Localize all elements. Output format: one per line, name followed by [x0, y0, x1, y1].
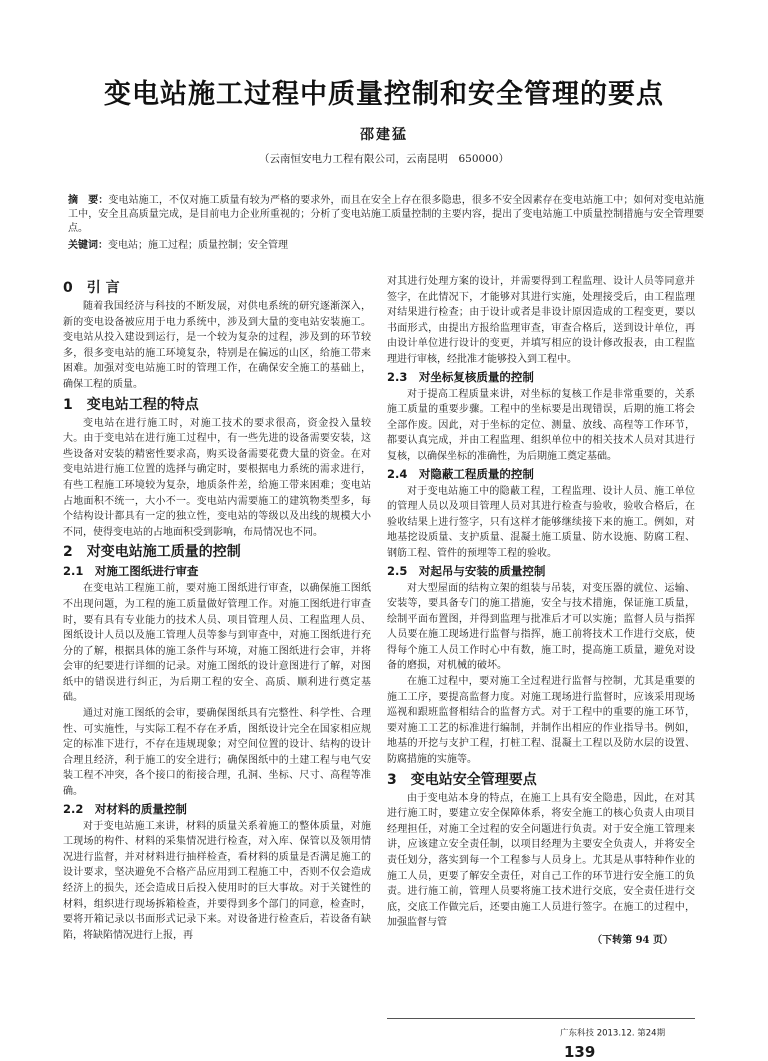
subsection-heading-2-1: 2.1 对施工图纸进行审查	[63, 564, 199, 579]
paragraph: 对于变电站施工中的隐蔽工程，工程监理、设计人员、施工单位的管理人员以及项目管理人员对其进行检查与验收，验收合格后，在验收结果上进行签字，只有这样才能够继续接下来的施工。例如，对地基挖设质量、支护质量、混凝土施工质量、防水设施、防腐工程、钢筋工程、管件的预埋等工程的验收。	[387, 485, 695, 559]
paragraph: 随着我国经济与科技的不断发展，对供电系统的研究逐渐深入，新的变电设备被应用于电力系统中，涉及到大量的变电站安装施工。变电站从投入建设到运行，是一个较为复杂的过程，涉及到的环节较多，很多变电站的施工环境复杂，特别是在偏远的山区，给施工带来困难。加强对变电站施工时的管理工作，在确保安全施工的基础上，确保工程的质量。	[63, 301, 371, 390]
paragraph: 对于提高工程质量来讲，对坐标的复核工作是非常重要的，关系施工质量的重要步骤。工程中的坐标要是出现错误，后期的施工将会全部作废。因此，对于坐标的定位、测量、放线、高程等工作环节，都要认真完成，并由工程监理、组织单位中的相关技术人员对其进行复核，以确保坐标的准确性，为后期施工奠定基础。	[387, 388, 695, 462]
paragraph: 通过对施工图纸的会审，要确保图纸具有完整性、科学性、合理性、可实施性，与实际工程不存在矛盾，图纸设计完全在国家相应规定的标准下进行，不存在违规现象；对空间位置的设计、结构的设计合理且经济，利于施工的安全进行；确保图纸中的土建工程与电气安装工程不冲突，各个接口的衔接合理，孔洞、坐标、尺寸、高程等准确。	[63, 708, 371, 798]
page-number: 139	[564, 1042, 596, 1061]
journal-info: 广东科技 2013.12. 第24期	[560, 1028, 666, 1039]
left-column	[63, 276, 371, 943]
paragraph: 在变电站工程施工前，要对施工图纸进行审查，以确保施工图纸不出现问题，为工程的施工质量做好管理工作。对施工图纸进行审查时，要有具有专业能力的技术人员、项目管理人员、工程监理人员、图纸设计人员以及施工管理人员等参与到审查中，对施工图纸进行充分的了解，根据具体的施工条件与环境，对施工图纸进行会审，并将会审的纪要进行详细的记录。对施工图纸的设计意图进行了解，对图纸中的错误进行纠正，为后期工程的安全、高质、顺利进行奠定基础。	[63, 583, 371, 704]
section-heading-3: 3 变电站安全管理要点	[387, 771, 537, 788]
paragraph: 在施工过程中，要对施工全过程进行监督与控制，尤其是重要的施工工序，要提高监督力度。对施工现场进行监督时，应该采用现场巡视和跟班监督相结合的监督方式。对于工程中的重要的施工环节，要对施工工艺的标准进行编制，并制作出相应的作业指导书。例如，地基的开挖与支护工程，打桩工程、混凝土工程以及防水层的设置、防腐措施的实施等。	[387, 676, 695, 766]
paragraph: 对于变电站施工来讲，材料的质量关系着施工的整体质量，对施工现场的构件、材料的采集情况进行检查，对入库、保管以及领用情况进行监督，并对材料进行抽样检查，看材料的质量是否满足施工的设计要求，坚决避免不合格产品应用到工程施工中，否则不仅会造成经济上的损失，还会造成日后投入使用时的巨大事故。对于关键性的材料，组织进行现场拆箱检查，并要得到多个部门的同意，检查时，要将开箱记录以书面形式记录下来。对设备进行检查后，若设备有缺陷，将缺陷情况进行上报，再	[63, 820, 371, 941]
subsection-heading-2-4: 2.4 对隐蔽工程质量的控制	[387, 466, 534, 481]
subsection-heading-2-5: 2.5 对起吊与安装的质量控制	[387, 563, 546, 578]
author-name: 邵建猛	[360, 127, 408, 143]
abstract	[68, 194, 704, 237]
keywords-label: 关键词：	[68, 239, 108, 251]
section-heading-1: 1 变电站工程的特点	[63, 396, 199, 413]
paper-title: 变电站施工过程中质量控制和安全管理的要点	[104, 79, 664, 110]
paragraph-continued: 对其进行处理方案的设计，并需要得到工程监理、设计人员等同意并签字，在此情况下，才能够对其进行实施，处理接受后，由工程监理对结果进行检查；由于设计或者是非设计原因造成的工程变更，要以书面形式，由提出方报给监理审查，审查合格后，送到设计单位，再由设计单位进行设计的变更，并填写相应的设计修改报表，由工程监理进行审核，经批准才能够投入到工程中。	[387, 276, 695, 365]
paragraph: 对大型屋面的结构立架的组装与吊装，对变压器的就位、运输、安装等，要具备专门的施工措施，安全与技术措施，保证施工质量，绘制平面布置图，并得到监理与批准后才可以实施；监督人员与指挥人员要在施工现场进行监督与指挥，施工前将技术工作进行交底，使得每个施工人员工作时心中有数，施工时，提高施工质量，避免对设备的磨损，对机械的破坏。	[387, 582, 695, 672]
abstract-label: 摘 要：	[68, 195, 109, 206]
right-column	[387, 274, 695, 949]
page-footer	[560, 1022, 700, 1061]
abstract-block	[68, 194, 704, 253]
footer-divider	[387, 1018, 695, 1019]
section-heading-0: 0 引 言	[63, 280, 120, 296]
subsection-heading-2-3: 2.3 对坐标复核质量的控制	[387, 369, 534, 384]
section-heading-2: 2 对变电站施工质量的控制	[63, 544, 241, 561]
abstract-text: 变电站施工，不仅对施工质量有较为严格的要求外，而且在安全上存在很多隐患，很多不安全因素存在变电站施工中；如何对变电站施工中，安全且高质量完成，是目前电力企业所重视的；分析了变电站施工质量控制的主要内容，提出了变电站施工中质量控制措施与安全管理要点。	[68, 195, 705, 235]
author-affiliation: （云南恒安电力工程有限公司，云南昆明 650000）	[258, 153, 510, 165]
subsection-heading-2-2: 2.2 对材料的质量控制	[63, 801, 187, 816]
keywords-text: 变电站；施工过程；质量控制；安全管理	[108, 239, 288, 251]
continued-note: （下转第 94 页）	[592, 934, 673, 946]
keywords	[68, 239, 704, 253]
paragraph: 变电站在进行施工时，对施工技术的要求很高，资金投入量较大。由于变电站在进行施工过程中，有一些先进的设备需要安装，这些设备对安装的精密性要求高，购买设备需要花费大量的资金。在对变电站进行施工位置的选择与确定时，要根据电力系统的需求进行，有些工程施工环境较为复杂，地质条件差，给施工带来困难；变电站占地面积不统一，大小不一。变电站内需要施工的建筑物类型多，每个结构设计都具有一定的独立性，变电站的等级以及出线的规模大小不同，使得变电站的占地面积受到影响，布局情况也不同。	[63, 417, 371, 538]
paragraph: 由于变电站本身的特点，在施工上具有安全隐患，因此，在对其进行施工时，要建立安全保障体系，将安全施工的核心负责人由项目经理担任，对施工全过程的安全问题进行负责。对于安全施工管理来讲，应该建立安全责任制，以项目经理为主要安全负责人，并将安全责任划分，落实到每一个工程参与人员身上。尤其是从事特种作业的施工人员，更要了解安全责任，对自己工作的环节进行安全施工的负责。进行施工前，管理人员要将施工技术进行交底，安全责任进行交底，交底工作做完后，还要由施工人员进行签字。在施工的过程中，加强监督与管	[387, 792, 695, 929]
